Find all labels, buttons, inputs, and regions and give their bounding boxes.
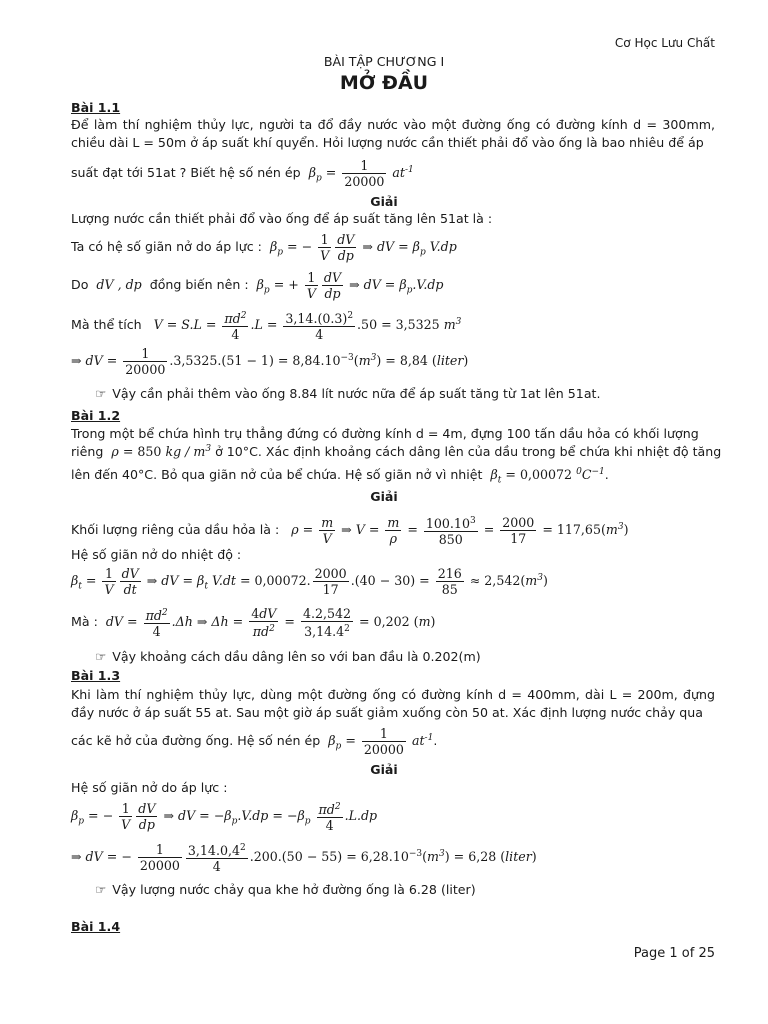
- exercise-1-1-conclusion: [95, 386, 600, 401]
- line-text: Khối lượng riêng của dầu hỏa là :: [71, 522, 280, 538]
- compressibility-label: Hệ số giãn nở do áp lực :: [71, 780, 228, 795]
- compressibility-line: [71, 232, 457, 263]
- line-text-a: riêng: [71, 444, 104, 460]
- formula: $\beta_p$ = − $\frac{1}{V}$ $\frac{dV}{dp}$ ⇒ dV = $-\beta_p.V.dp = -\beta_p$ $\frac{\pi d^2}{4}$ .L.dp: [71, 801, 378, 834]
- density-value: ρ = 850 kg / $m^3$: [107, 444, 212, 460]
- exercise-1-3-problem: Khi làm thí nghiệm thủy lực, dùng một đường ống có đường kính d = 400mm, dài L = 200m, đựng đầy nước ở áp suất 55 at. Sau một giờ áp suất giảm xuống còn 50 at. Xác định lượng nước chảy qua: [71, 687, 715, 720]
- formula: ⇒ dV = $\frac{1}{20000}$ $.3,5325.(51 - 1) = 8,84.10^{-3}(m^3) = 8,84$ (liter): [71, 346, 469, 377]
- line-text: Mà :: [71, 614, 98, 630]
- beta-p-formula: $\beta_p$ = $\frac{1}{20000}$ $at^{-1}$: [324, 726, 434, 757]
- height-rise-line: [71, 606, 435, 639]
- pointing-hand-icon: ☞: [95, 649, 107, 664]
- formula: $\beta_p$ = + $\frac{1}{V}$ $\frac{dV}{dp}$ ⇒ dV = $\beta_p.V.dp$: [252, 270, 444, 301]
- course-header: Cơ Học Lưu Chất: [614, 36, 715, 50]
- solution-label: Giải: [370, 194, 398, 209]
- exercise-1-2-problem-line3: lên đến 40°C. Bỏ qua giãn nở của bể chứa. Hệ số giãn nở vì nhiệt $\beta_t = 0,00072$ $^0C^{-1}$.: [71, 467, 609, 486]
- exercise-1-2-problem-line1: Trong một bể chứa hình trụ thẳng đứng có đường kính d = 4m, đựng 100 tấn dầu hỏa có khối lượng: [71, 426, 699, 441]
- leak-volume-formula: [71, 841, 537, 874]
- volume-line: [71, 309, 461, 342]
- exercise-1-1-title: Bài 1.1: [71, 100, 121, 115]
- density-line: [71, 514, 628, 547]
- exercise-1-4-title: Bài 1.4: [71, 919, 121, 934]
- beta-p-formula: $\beta_p$ = $\frac{1}{20000}$ $at^{-1}$: [304, 158, 414, 189]
- exercise-1-3-problem-end: các kẽ hở của đường ống. Hệ số nén ép $\beta_p$ = $\frac{1}{20000}$ $at^{-1}$.: [71, 726, 438, 757]
- formula: $\beta_p$ = − $\frac{1}{V}$ $\frac{dV}{dp}$ ⇒ dV = $\beta_p$ V.dp: [265, 232, 457, 263]
- exercise-1-3-title: Bài 1.3: [71, 668, 121, 683]
- beta-t-value: $\beta_t = 0,00072$ $^0C^{-1}$: [486, 467, 605, 486]
- line-text: lên đến 40°C. Bỏ qua giãn nở của bể chứa. Hệ số giãn nở vì nhiệt: [71, 467, 483, 483]
- problem-end-text: suất đạt tới 51at ? Biết hệ số nén ép: [71, 165, 301, 180]
- exercise-1-1-intro: Lượng nước cần thiết phải đổ vào ống để áp suất tăng lên 51at là :: [71, 211, 493, 226]
- same-direction-line: [71, 270, 443, 301]
- chapter-title: MỞ ĐẦU: [339, 72, 429, 94]
- pointing-hand-icon: ☞: [95, 386, 107, 401]
- exercise-1-2-title: Bài 1.2: [71, 408, 121, 423]
- formula: V = S.L = $\frac{\pi d^2}{4}$ .L = $\frac{3,14.(0.3)^2}{4}$ .50 = 3,5325 $m^3$: [145, 311, 462, 343]
- pointing-hand-icon: ☞: [95, 882, 107, 897]
- exercise-1-1-problem-end: [71, 158, 414, 189]
- dv-result-line: [71, 346, 468, 377]
- line-text: Mà thể tích: [71, 317, 142, 333]
- solution-label: Giải: [370, 762, 398, 777]
- exercise-1-1-problem: Để làm thí nghiệm thủy lực, người ta đổ đầy nước vào một đường ống có đường kính d = 300mm, chiều dài L = 50m ở áp suất khí quyển. Hỏi lượng nước cần thiết phải đổ vào ống là bao nhiêu để áp: [71, 117, 715, 150]
- conclusion-text: Vậy khoảng cách dầu dâng lên so với ban đầu là 0.202(m): [112, 649, 481, 664]
- solution-label: Giải: [370, 489, 398, 504]
- thermal-expansion-label: Hệ số giãn nở do nhiệt độ :: [71, 547, 242, 562]
- exercise-1-2-conclusion: [95, 649, 481, 664]
- line-text: Ta có hệ số giãn nở do áp lực :: [71, 239, 262, 254]
- formula: ρ = $\frac{m}{V}$ ⇒ V = $\frac{m}{\rho}$ = $\frac{100.10^3}{850}$ = $\frac{2000}{17}$ = $117,65(m^3)$: [283, 515, 629, 548]
- conclusion-text: Vậy cần phải thêm vào ống 8.84 lít nước nữa để áp suất tăng từ 1at lên 51at.: [112, 386, 601, 401]
- compressibility-formula: [71, 800, 377, 833]
- page-number: Page 1 of 25: [633, 946, 715, 961]
- chapter-subtitle: BÀI TẬP CHƯƠNG I: [323, 54, 445, 69]
- conclusion-text: Vậy lượng nước chảy qua khe hở đường ống là 6.28 (liter): [112, 882, 476, 897]
- variables: dV , dp: [92, 277, 146, 292]
- line-text-b: ở 10°C. Xác định khoảng cách dâng lên của dầu trong bể chứa khi nhiệt độ tăng: [215, 444, 722, 460]
- formula: $\beta_t$ = $\frac{1}{V}$ $\frac{dV}{dt}$ ⇒ dV = $\beta_t$ V.dt = 0,00072. $\frac{2000}{17}$ .(40 − 30) = $\frac{216}{85}$ ≈ $2,542(m^3)$: [71, 566, 548, 597]
- problem-end-text: các kẽ hở của đường ống. Hệ số nén ép: [71, 733, 321, 748]
- formula: dV = $\frac{\pi d^2}{4}$ .Δh ⇒ Δh = $\frac{4dV}{\pi d^2}$ = $\frac{4.2,542}{3,14.4^2}$ = 0,202 (m): [101, 606, 436, 640]
- exercise-1-2-problem-line2: [71, 444, 721, 459]
- line-text-b: đồng biến nên :: [149, 277, 249, 292]
- thermal-expansion-formula: [71, 566, 548, 597]
- formula: ⇒ dV = − $\frac{1}{20000}$ $\frac{3,14.0,4^2}{4}$ $.200.(50 - 55) = 6,28.10^{-3}(m^3) = 6,28$ (liter): [71, 842, 537, 875]
- line-text-a: Do: [71, 277, 89, 292]
- exercise-1-3-conclusion: [95, 882, 476, 897]
